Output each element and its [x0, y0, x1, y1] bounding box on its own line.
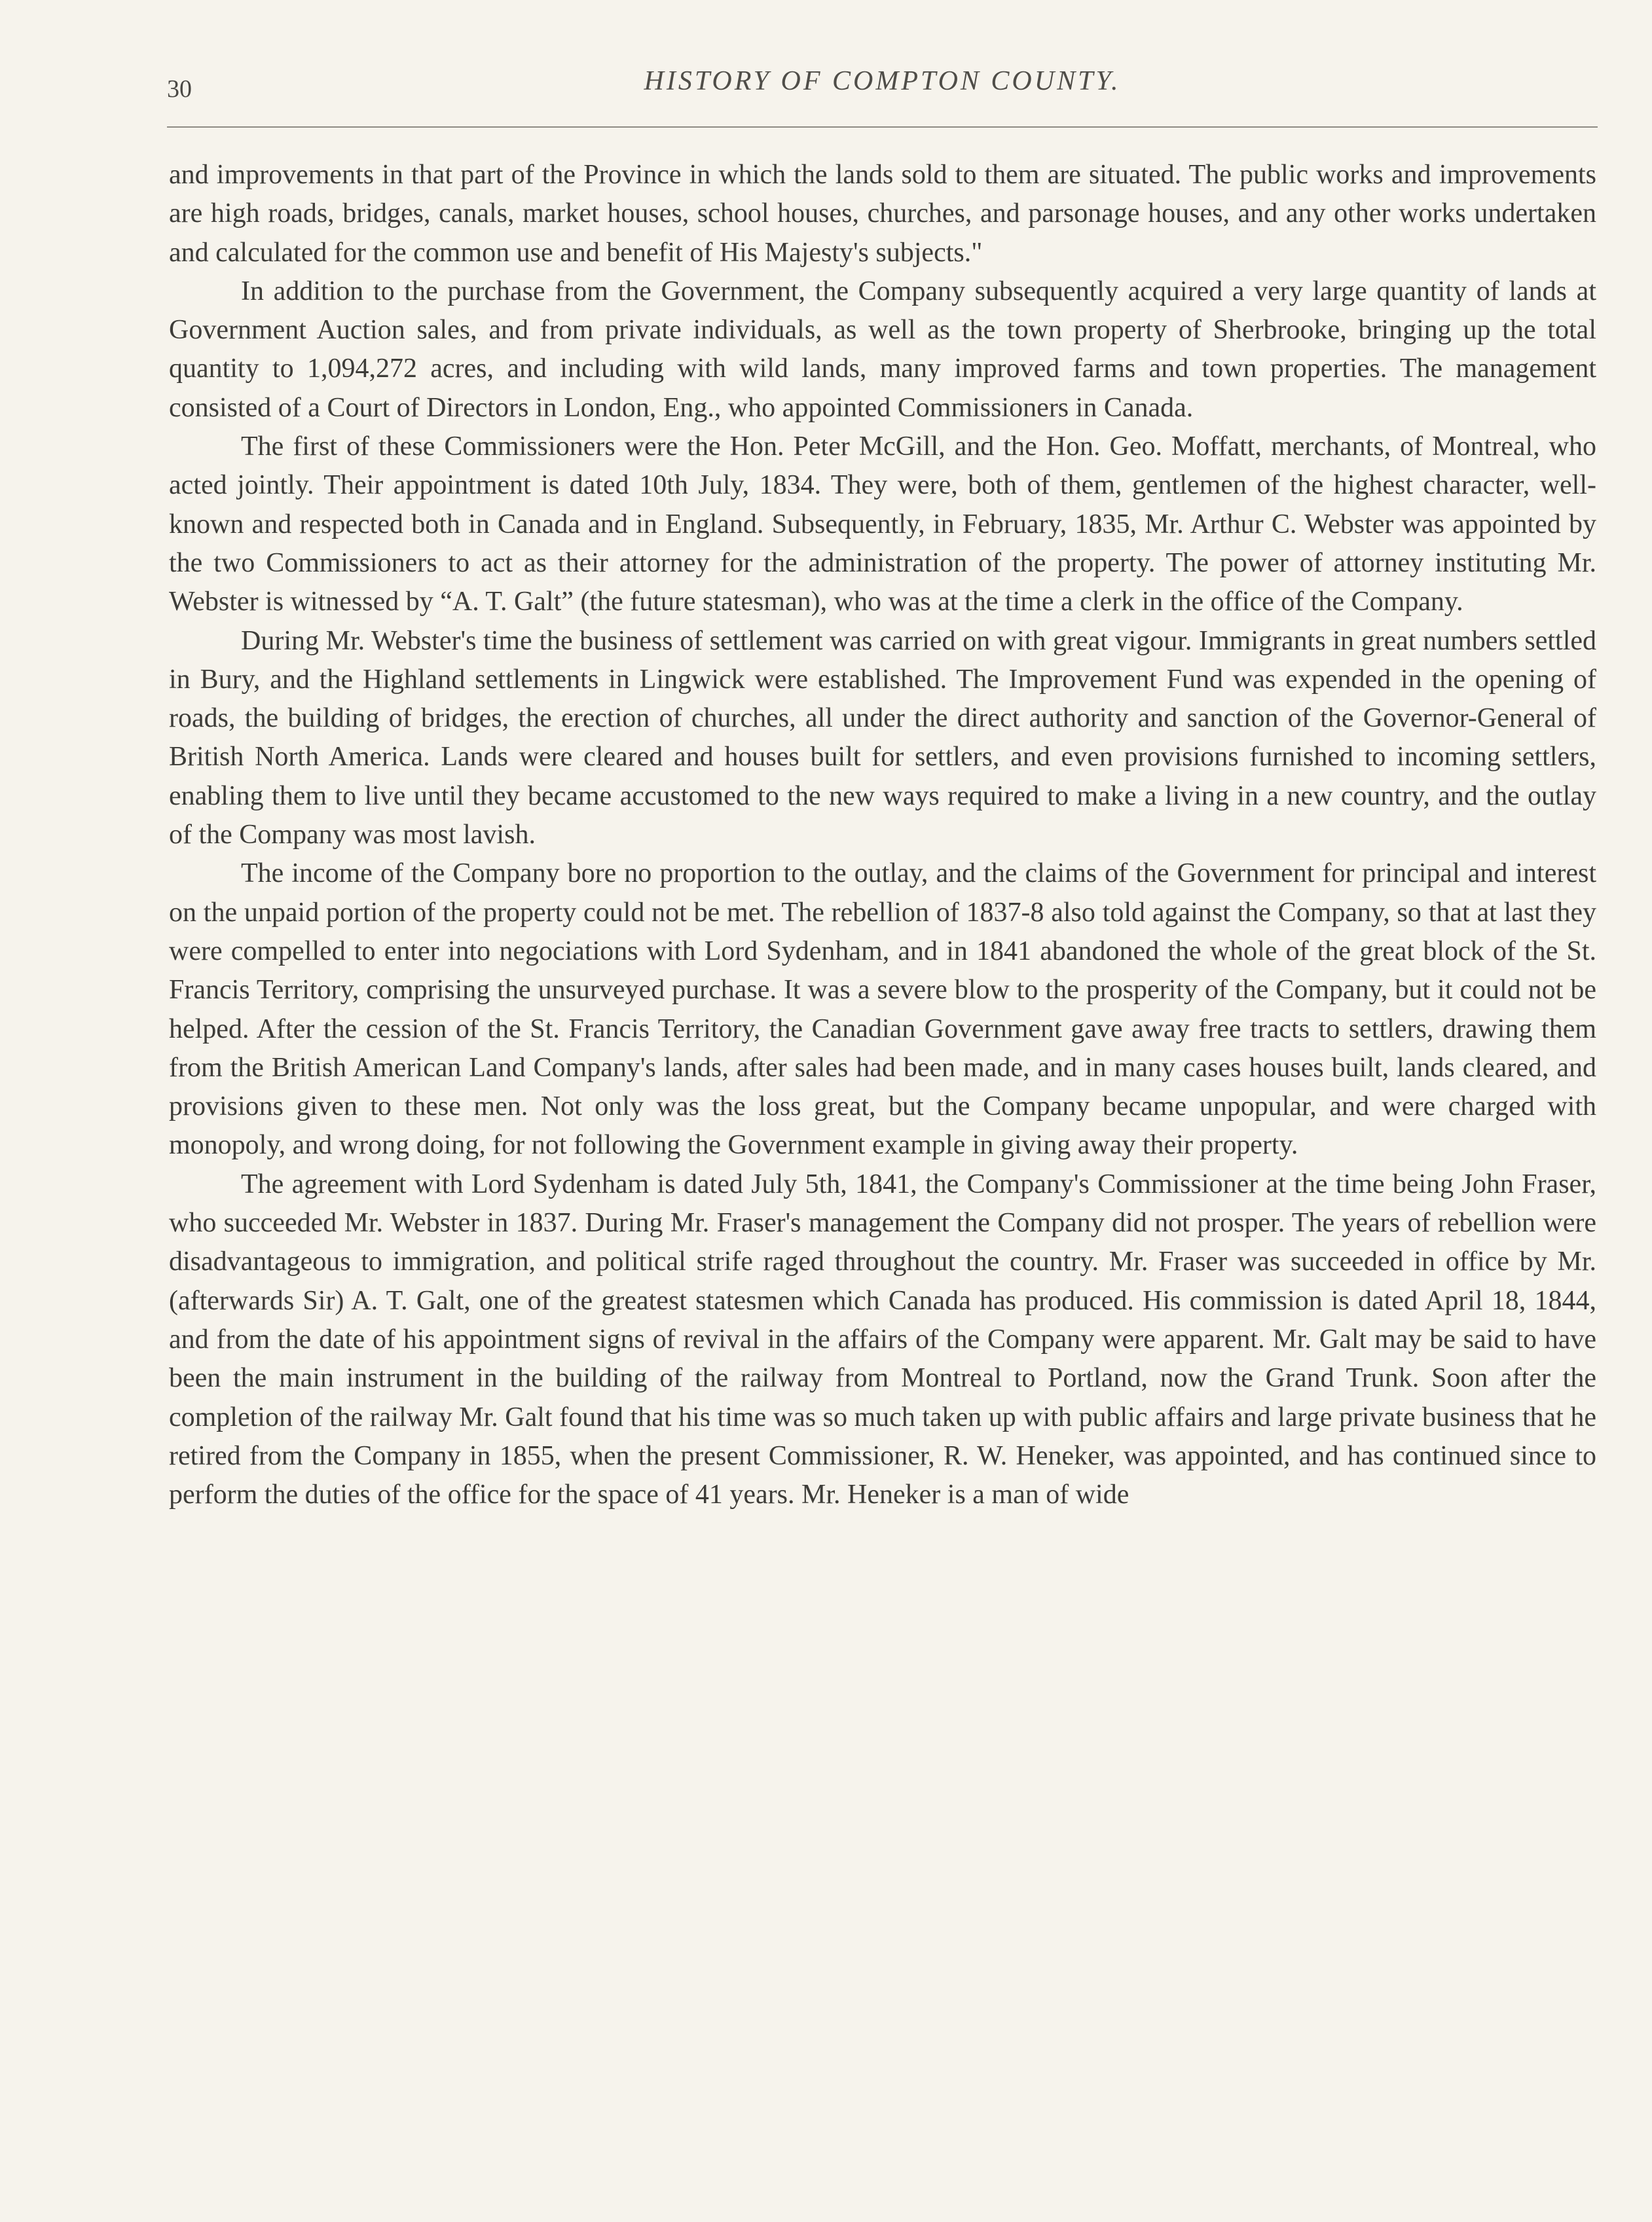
- paragraph: The agreement with Lord Sydenham is dated July 5th, 1841, the Company's Commissioner at the time being John Fraser, who succeeded Mr. Webster in 1837. During Mr. Fraser's management the Company did not prosper. The years of rebellion were disadvantageous to immigration, and political strife raged throughout the country. Mr. Fraser was succeeded in office by Mr. (afterwards Sir) A. T. Galt, one of the greatest statesmen which Canada has produced. His commission is dated April 18, 1844, and from the date of his appointment signs of revival in the affairs of the Company were apparent. Mr. Galt may be said to have been the main instrument in the building of the railway from Montreal to Portland, now the Grand Trunk. Soon after the completion of the railway Mr. Galt found that his time was so much taken up with public affairs and large private business that he retired from the Company in 1855, when the present Commissioner, R. W. Heneker, was appointed, and has continued since to perform the duties of the office for the space of 41 years. Mr. Heneker is a man of wide: [169, 1169, 1596, 1510]
- header-rule: [167, 126, 1598, 128]
- paragraph-continued: and improvements in that part of the Province in which the lands sold to them are situated. The public works and improvements are high roads, bridges, canals, market houses, school houses, churches, and parsonage houses, and any other works undertaken and calculated for the common use and benefit of His Majesty's subjects.": [169, 160, 1596, 268]
- body-text: [169, 156, 1596, 1514]
- paragraph: During Mr. Webster's time the business of settlement was carried on with great vigour. Immigrants in great numbers settled in Bury, and the Highland settlements in Lingwick were established. The Improvement Fund was expended in the opening of roads, the building of bridges, the erection of churches, all under the direct authority and sanction of the Governor-General of British North America. Lands were cleared and houses built for settlers, and even provisions furnished to incoming settlers, enabling them to live until they became accustomed to the new ways required to make a living in a new country, and the outlay of the Company was most lavish.: [169, 625, 1596, 850]
- page-number: 30: [167, 75, 192, 103]
- running-head: HISTORY OF COMPTON COUNTY.: [644, 66, 1121, 96]
- page-header: [167, 65, 1598, 118]
- paragraph: The income of the Company bore no proportion to the outlay, and the claims of the Government for principal and interest on the unpaid portion of the property could not be met. The rebellion of 1837-8 also told against the Company, so that at last they were compelled to enter into negociations with Lord Sydenham, and in 1841 abandoned the whole of the great block of the St. Francis Territory, comprising the unsurveyed purchase. It was a severe blow to the prosperity of the Company, but it could not be helped. After the cession of the St. Francis Territory, the Canadian Government gave away free tracts to settlers, drawing them from the British American Land Company's lands, after sales had been made, and in many cases houses built, lands cleared, and provisions given to these men. Not only was the loss great, but the Company became unpopular, and were charged with monopoly, and wrong doing, for not following the Government example in giving away their property.: [169, 858, 1596, 1161]
- paragraph: The first of these Commissioners were the Hon. Peter McGill, and the Hon. Geo. Moffatt, merchants, of Montreal, who acted jointly. Their appointment is dated 10th July, 1834. They were, both of them, gentlemen of the highest character, well-known and respected both in Canada and in England. Subsequently, in February, 1835, Mr. Arthur C. Webster was appointed by the two Commissioners to act as their attorney for the administration of the property. The power of attorney instituting Mr. Webster is witnessed by “A. T. Galt” (the future statesman), who was at the time a clerk in the office of the Company.: [169, 431, 1596, 617]
- paragraph: In addition to the purchase from the Government, the Company subsequently acquired a very large quantity of lands at Government Auction sales, and from private individuals, as well as the town property of Sherbrooke, bringing up the total quantity to 1,094,272 acres, and including with wild lands, many improved farms and town properties. The management consisted of a Court of Directors in London, Eng., who appointed Commissioners in Canada.: [169, 276, 1596, 423]
